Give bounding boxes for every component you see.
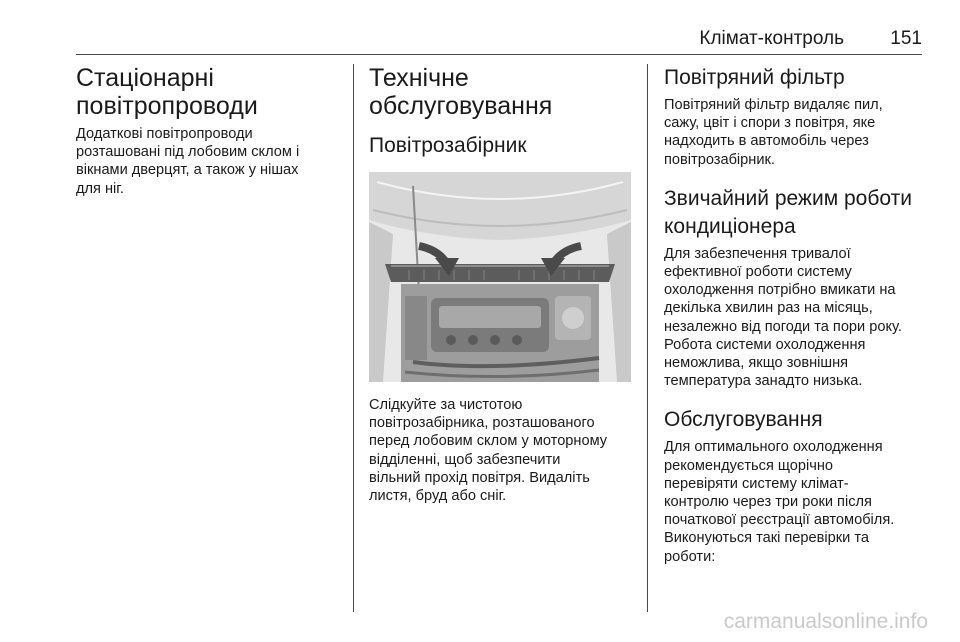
- paragraph-stationary-ducts: Додаткові повітропроводи розташовані під лобовим склом і вікнами дверцят, а також у нішах для ніг.: [76, 126, 300, 197]
- heading-maintenance: Технічне обслуговування: [369, 64, 553, 120]
- heading-air-filter: Повітряний фільтр: [664, 66, 845, 89]
- section-title: Клімат-контроль: [699, 28, 844, 49]
- heading-ac-regular-operation: Звичайний режим роботи кондиціонера: [664, 186, 912, 238]
- paragraph-air-filter: Повітряний фільтр видаляє пил, сажу, цвіт і спори з повітря, яке надходить в автомобіль через повітрозабірник.: [664, 97, 883, 168]
- column-3: [664, 64, 930, 566]
- paragraph-servicing: Для оптимального охолодження рекомендується щорічно перевіряти систему клімат- контролю через три роки після початкової реєстрації автомобіля. Виконуються такі перевірки та роботи:: [664, 439, 895, 565]
- column-1: [76, 64, 338, 198]
- watermark: carmanualsonline.info: [723, 610, 928, 633]
- page-header: [76, 28, 922, 55]
- paragraph-ac-regular-operation: Для забезпечення тривалої ефективної роботи систему охолодження потрібно вмикати на декілька хвилин раз на місяць, незалежно від погоди та пори року. Робота системи охолодження неможлива, якщо зовнішня температура занадто низька.: [664, 245, 902, 390]
- heading-stationary-ducts: Стаціонарні повітропроводи: [76, 64, 258, 120]
- heading-servicing: Обслуговування: [664, 408, 823, 432]
- column-divider-left: [353, 64, 354, 612]
- column-divider-right: [647, 64, 648, 612]
- subheading-air-intake: Повітрозабірник: [369, 134, 527, 157]
- engine-bay-air-intake-illustration: [369, 172, 631, 382]
- page-number: 151: [890, 28, 922, 49]
- paragraph-air-intake: Слідкуйте за чистотою повітрозабірника, розташованого перед лобовим склом у моторному відділенні, щоб забезпечити вільний прохід повітря. Видаліть листя, бруд або сніг.: [369, 397, 608, 505]
- column-2: [369, 64, 633, 505]
